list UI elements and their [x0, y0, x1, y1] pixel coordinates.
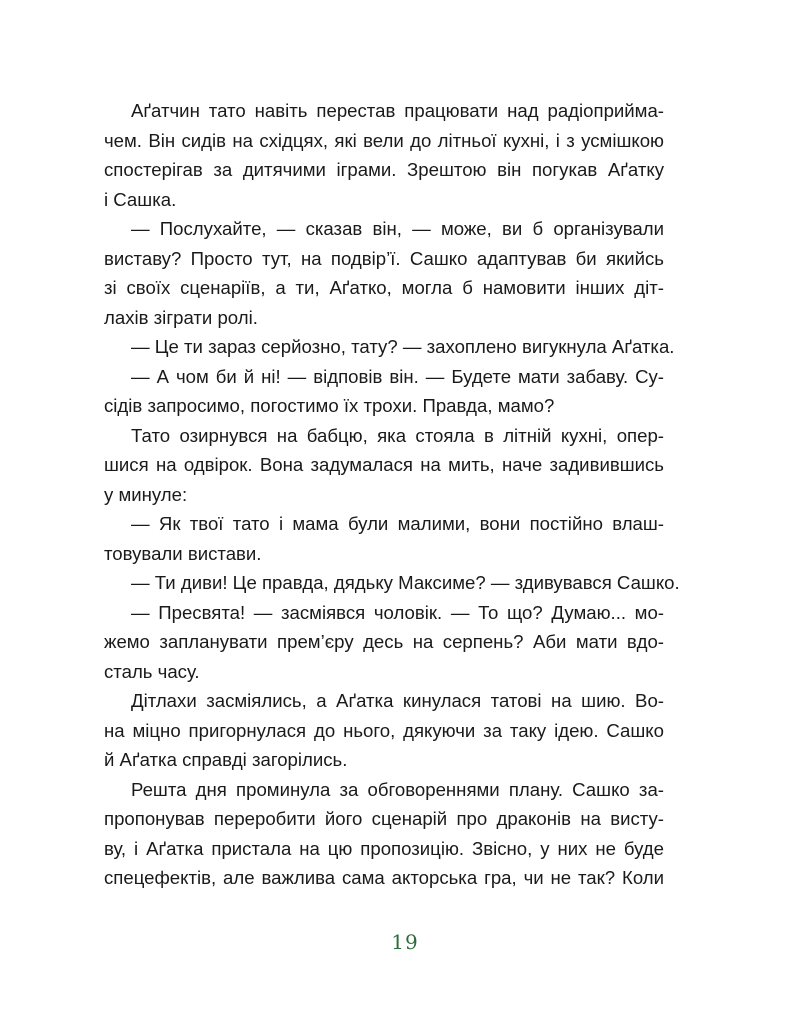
text-line: сідів запросимо, погостимо їх трохи. Правда, мамо? — [104, 395, 555, 416]
text-line: Тато озирнувся на бабцю, яка стояла в літній кухні, опер- — [131, 424, 664, 446]
text-line: — Послухайте, — сказав він, — може, ви б організували — [131, 218, 664, 239]
text-line: — Ти диви! Це правда, дядьку Максиме? — здивувався Сашко. — [131, 572, 680, 593]
text-line: Решта дня проминула за обговореннями плану. Сашко за- — [131, 778, 664, 800]
body-text — [104, 96, 680, 893]
text-line: жемо запланувати прем’єру десь на серпень? Аби мати вдо- — [104, 631, 664, 652]
text-line: й Аґатка справді загорілись. — [104, 749, 348, 770]
text-line: ву, і Аґатка пристала на цю пропозицію. Звісно, у них не буде — [104, 837, 664, 859]
text-line: спостерігав за дитячими іграми. Зрештою він погукав Аґатку — [104, 159, 664, 180]
page-number: 19 — [391, 930, 419, 954]
text-line: лахів зіграти ролі. — [104, 306, 258, 328]
text-line: — Як твої тато і мама були малими, вони постійно влаш- — [131, 513, 664, 534]
text-line: сталь часу. — [104, 660, 200, 682]
text-line: у минуле: — [104, 483, 188, 505]
text-line: Аґатчин тато навіть перестав працювати над радіоприйма- — [131, 100, 664, 121]
text-line: шися на одвірок. Вона задумалася на мить, наче задивившись — [104, 454, 664, 475]
text-line: — Пресвята! — засміявся чоловік. — То що? Думаю... мо- — [131, 601, 664, 623]
text-line: Дітлахи засміялись, а Аґатка кинулася татові на шию. Во- — [131, 690, 664, 711]
text-line: зі своїх сценаріїв, а ти, Аґатко, могла б намовити інших діт- — [104, 277, 664, 298]
text-line: — Це ти зараз серйозно, тату? — захоплено вигукнула Аґатка. — [131, 336, 675, 357]
text-line: і Сашка. — [104, 188, 177, 210]
text-line: чем. Він сидів на східцях, які вели до літньої кухні, і з усмішкою — [104, 129, 664, 151]
text-line: виставу? Просто тут, на подвір’ї. Сашко адаптував би якийсь — [104, 247, 664, 269]
text-line: спецефектів, але важлива сама акторська гра, чи не так? Коли — [104, 867, 664, 888]
text-line: на міцно пригорнулася до нього, дякуючи за таку ідею. Сашко — [104, 719, 664, 741]
text-line: пропонував переробити його сценарій про драконів на висту- — [104, 808, 664, 829]
text-line: товували вистави. — [104, 542, 262, 564]
text-line: — А чом би й ні! — відповів він. — Будете мати забаву. Су- — [131, 365, 664, 387]
